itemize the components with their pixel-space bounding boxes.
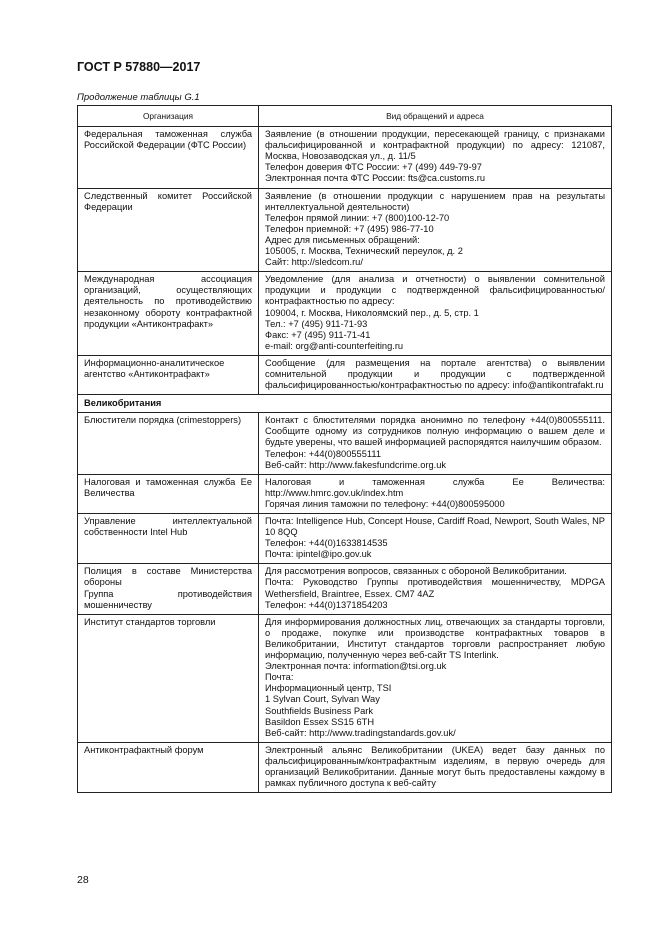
contacts-cell bbox=[259, 742, 612, 792]
table-row bbox=[78, 614, 612, 742]
contacts-text: Для информирования должностных лиц, отвечающих за стандарты торговли, о продаже, покупке или производстве контрафактных товаров в Великобритании, Институт стандартов торговли распространяет любую информацию, полученную через веб-сайт TS Interlink. Электронная почта: information@tsi.org.uk Почта: Информационный центр, TSI 1 Sylvan Court, Sylvan Way Southfields Business Park Basildon Essex SS15 6TH Веб-сайт: http://www.tradingstandards.gov.uk/ bbox=[265, 616, 605, 738]
table-row bbox=[78, 564, 612, 614]
document-code: ГОСТ Р 57880—2017 bbox=[77, 60, 201, 74]
organization-cell: Антиконтрафактный форум bbox=[78, 742, 259, 792]
contacts-text: Уведомление (для анализа и отчетности) о выявлении сомнительной продукции и продукции с подтвержденной фальсифицированностью/контрафактностью по адресу: 109004, г. Москва, Николоямский пер., д. 5, стр. 1 Тел.: +7 (495) 911-71-93 Факс: +7 (495) 911-71-41 e-mail: org@anti-counterfeiting.ru bbox=[265, 274, 605, 351]
column-header-organization: Организация bbox=[78, 106, 259, 127]
contacts-cell bbox=[259, 564, 612, 614]
contacts-text: Налоговая и таможенная служба Ее Величества: http://www.hmrc.gov.uk/index.htm Горячая линия таможни по телефону: +44(0)800595000 bbox=[265, 476, 605, 509]
contacts-cell bbox=[259, 355, 612, 394]
contacts-cell bbox=[259, 188, 612, 272]
contacts-text: Электронный альянс Великобритании (UKEA) ведет базу данных по фальсифицированным/контрафактным изделиям, в первую очередь для организаций Великобритании. Данные могут быть предоставлены каждому в рамках публичного доступа к веб-сайту bbox=[265, 744, 605, 789]
organization-cell: Налоговая и таможенная служба Ее Величества bbox=[78, 474, 259, 513]
organization-cell: Международная ассоциация организаций, осуществляющих деятельность по противодействию незаконному обороту контрафактной продукции «Антиконтрафакт» bbox=[78, 272, 259, 356]
table-row bbox=[78, 355, 612, 394]
table-row bbox=[78, 474, 612, 513]
table-row bbox=[78, 188, 612, 272]
organization-cell: Институт стандартов торговли bbox=[78, 614, 259, 742]
contacts-cell bbox=[259, 272, 612, 356]
contacts-cell bbox=[259, 127, 612, 188]
contacts-text: Сообщение (для размещения на портале агентства) о выявлении сомнительной продукции и продукции с подтвержденной фальсифицированностью/контрафактностью по адресу: info@antikontrafakt.ru bbox=[265, 357, 605, 391]
contacts-cell bbox=[259, 474, 612, 513]
table-row bbox=[78, 413, 612, 474]
organization-cell: Управление интеллектуальной собственности Intel Hub bbox=[78, 514, 259, 564]
organization-cell: Следственный комитет Российской Федерации bbox=[78, 188, 259, 272]
contacts-table bbox=[77, 105, 612, 793]
table-header-row bbox=[78, 106, 612, 127]
table-row bbox=[78, 742, 612, 792]
table-continuation-caption: Продолжение таблицы G.1 bbox=[77, 92, 200, 103]
contacts-text: Заявление (в отношении продукции, пересекающей границу, с признаками фальсифицированной и контрафактной продукции) по адресу: 121087, Москва, Новозаводская ул., д. 11/5 Телефон доверия ФТС России: +7 (499) 449-79-97 Электронная почта ФТС России: fts@ca.customs.ru bbox=[265, 129, 605, 184]
contacts-cell bbox=[259, 413, 612, 474]
contacts-cell bbox=[259, 514, 612, 564]
contacts-text: Для рассмотрения вопросов, связанных с обороной Великобритании. Почта: Руководство Группы противодействия мошенничеству, MDPGA Wethersfield, Braintree, Essex. CM7 4AZ Телефон: +44(0)1371854203 bbox=[265, 566, 605, 610]
contacts-text: Почта: Intelligence Hub, Concept House, Cardiff Road, Newport, South Wales, NP 10 8QQ Телефон: +44(0)1633814535 Почта: ipintel@ipo.gov.uk bbox=[265, 516, 605, 560]
organization-cell: Полиция в составе Министерства обороны Группа противодействия мошенничеству bbox=[78, 564, 259, 614]
section-row bbox=[78, 395, 612, 413]
page-number: 28 bbox=[77, 874, 89, 886]
organization-cell: Информационно-аналитическое агентство «Антиконтрафакт» bbox=[78, 355, 259, 394]
table-row bbox=[78, 127, 612, 188]
column-header-contacts: Вид обращений и адреса bbox=[259, 106, 612, 127]
table-row bbox=[78, 514, 612, 564]
section-title: Великобритания bbox=[78, 395, 612, 413]
table-row bbox=[78, 272, 612, 356]
contacts-text: Контакт с блюстителями порядка анонимно по телефону +44(0)800555111. Сообщите одному из сотрудников полную информацию о вашем деле и будьте уверены, что вашей информацией распорядятся наилучшим образом. Телефон: +44(0)800555111 Веб-сайт: http://www.fakesfundcrime.org.uk bbox=[265, 415, 605, 470]
contacts-cell bbox=[259, 614, 612, 742]
organization-cell: Федеральная таможенная служба Российской Федерации (ФТС России) bbox=[78, 127, 259, 188]
organization-cell: Блюстители порядка (crimestoppers) bbox=[78, 413, 259, 474]
contacts-text: Заявление (в отношении продукции с нарушением прав на результаты интеллектуальной деятельности) Телефон прямой линии: +7 (800)100-12-70 Телефон приемной: +7 (495) 986-77-10 Адрес для письменных обращений: 105005, г. Москва, Технический переулок, д. 2 Сайт: http://sledcom.ru/ bbox=[265, 190, 605, 268]
